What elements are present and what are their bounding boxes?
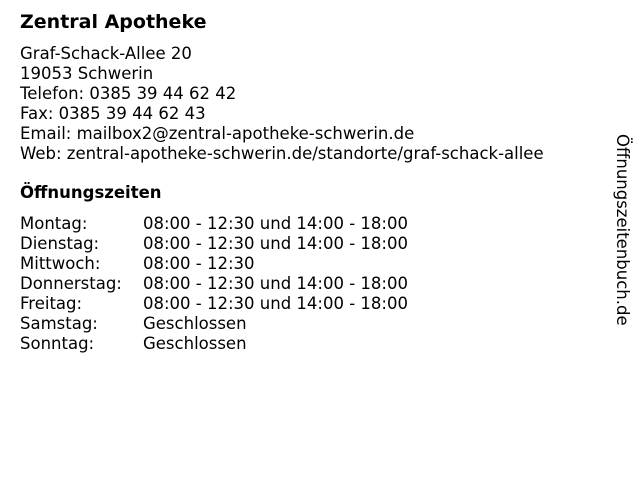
day-label: Samstag: — [20, 314, 98, 333]
day-label: Sonntag: — [20, 334, 95, 353]
email-address: Email: mailbox2@zentral-apotheke-schwerin.de — [20, 124, 415, 143]
contact-block — [20, 44, 544, 164]
day-hours: 08:00 - 12:30 und 14:00 - 18:00 — [143, 274, 408, 293]
day-hours: 08:00 - 12:30 und 14:00 - 18:00 — [143, 214, 408, 233]
website-url: Web: zentral-apotheke-schwerin.de/standorte/graf-schack-allee — [20, 144, 544, 163]
day-hours: 08:00 - 12:30 und 14:00 - 18:00 — [143, 234, 408, 253]
day-label: Donnerstag: — [20, 274, 122, 293]
day-hours: 08:00 - 12:30 — [143, 254, 255, 273]
site-watermark: Öffnungszeitenbuch.de — [613, 134, 632, 326]
opening-hours-heading: Öffnungszeiten — [20, 183, 162, 202]
city-address: 19053 Schwerin — [20, 64, 154, 83]
day-label: Mittwoch: — [20, 254, 101, 273]
fax-number: Fax: 0385 39 44 62 43 — [20, 104, 206, 123]
day-label: Freitag: — [20, 294, 83, 313]
phone-number: Telefon: 0385 39 44 62 42 — [20, 84, 237, 103]
day-hours: 08:00 - 12:30 und 14:00 - 18:00 — [143, 294, 408, 313]
street-address: Graf-Schack-Allee 20 — [20, 44, 192, 63]
day-label: Dienstag: — [20, 234, 100, 253]
page-title: Zentral Apotheke — [20, 11, 207, 33]
day-hours: Geschlossen — [143, 314, 247, 333]
day-hours: Geschlossen — [143, 334, 247, 353]
day-label: Montag: — [20, 214, 88, 233]
